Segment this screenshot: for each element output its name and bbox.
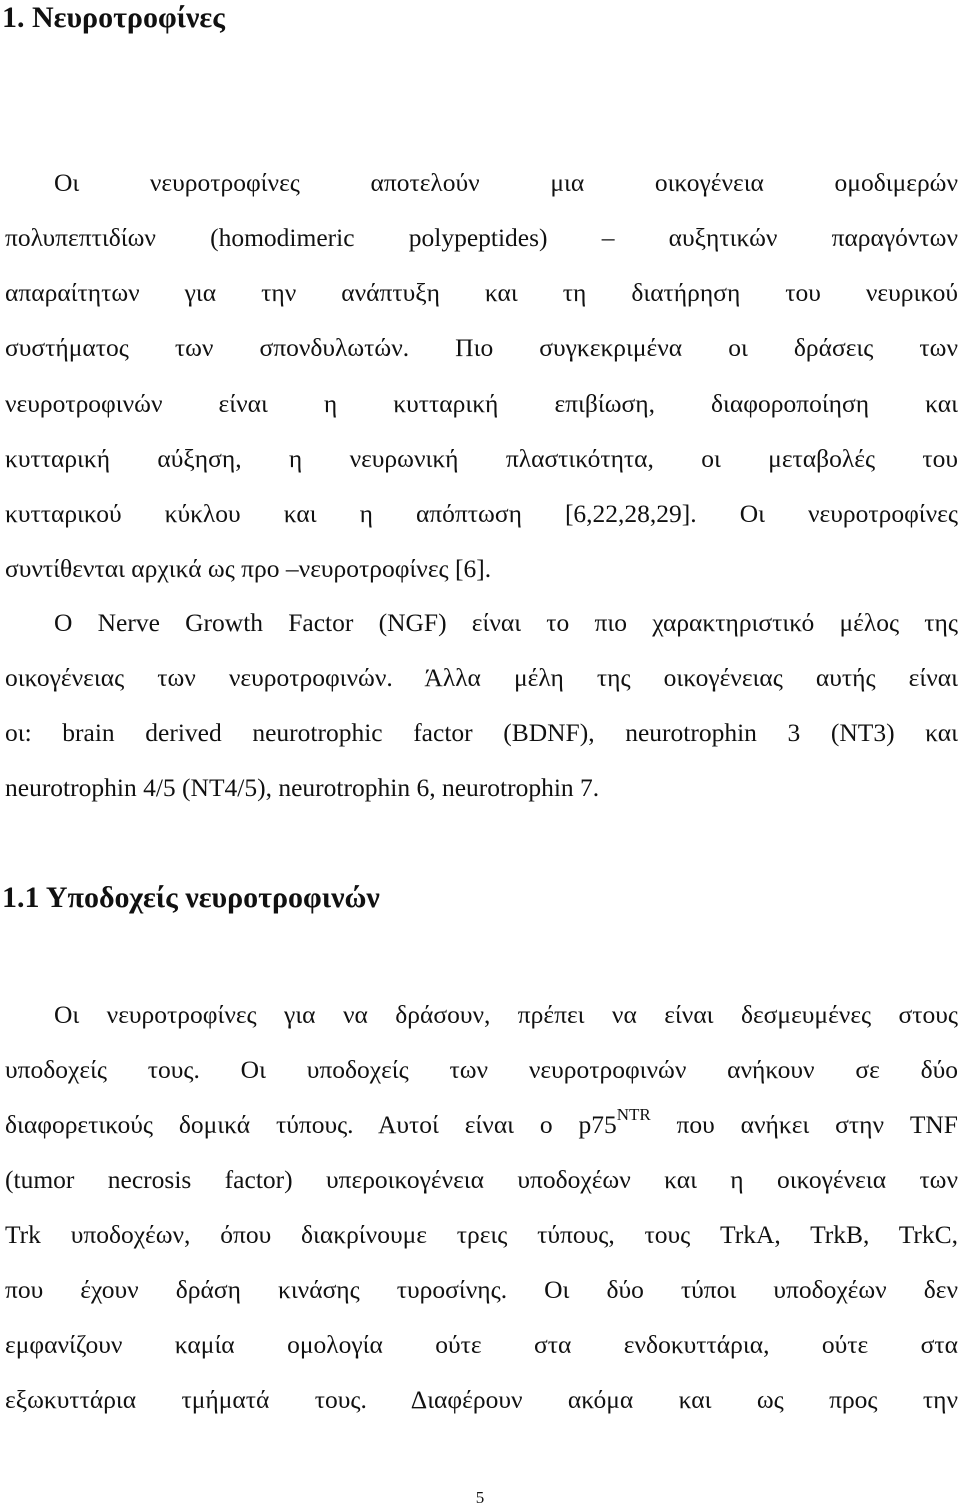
- chapter-heading: 1. Νευροτροφίνες: [2, 1, 225, 34]
- paragraph-line: εξωκυττάρια τμήματά τους. Διαφέρουν ακόμα και ως προς την: [5, 1385, 958, 1414]
- paragraph-line: Ο Nerve Growth Factor (NGF) είναι το πιο χαρακτηριστικό μέλος της: [54, 608, 958, 637]
- text-run: που ανήκει στην TNF: [650, 1110, 958, 1139]
- section-heading: 1.1 Υποδοχείς νευροτροφινών: [2, 881, 380, 914]
- paragraph-line: που έχουν δράση κινάσης τυροσίνης. Οι δύο τύποι υποδοχέων δεν: [5, 1275, 958, 1304]
- paragraph-line: νευροτροφινών είναι η κυτταρική επιβίωση, διαφοροποίηση και: [5, 389, 958, 418]
- paragraph-line: υποδοχείς τους. Οι υποδοχείς των νευροτροφινών ανήκουν σε δύο: [5, 1055, 958, 1084]
- paragraph-line: neurotrophin 4/5 (NT4/5), neurotrophin 6, neurotrophin 7.: [5, 773, 600, 802]
- paragraph-line: οικογένειας των νευροτροφινών. Άλλα μέλη της οικογένειας αυτής είναι: [5, 663, 958, 692]
- paragraph-line: Οι νευροτροφίνες αποτελούν μια οικογένεια ομοδιμερών: [54, 168, 958, 197]
- paragraph-line: συστήματος των σπονδυλωτών. Πιο συγκεκριμένα οι δράσεις των: [5, 333, 958, 362]
- paragraph-line: Οι νευροτροφίνες για να δράσουν, πρέπει να είναι δεσμευμένες στους: [54, 1000, 958, 1029]
- paragraph-line: κυτταρική αύξηση, η νευρωνική πλαστικότητα, οι μεταβολές του: [5, 444, 958, 473]
- paragraph-line: κυτταρικού κύκλου και η απόπτωση [6,22,28,29]. Οι νευροτροφίνες: [5, 499, 958, 528]
- page-number: 5: [475, 1488, 485, 1507]
- paragraph-line: (tumor necrosis factor) υπεροικογένεια υποδοχέων και η οικογένεια των: [5, 1165, 958, 1194]
- paragraph-line: εμφανίζουν καμία ομολογία ούτε στα ενδοκυττάρια, ούτε στα: [5, 1330, 958, 1359]
- superscript: NTR: [616, 1105, 651, 1124]
- paragraph-line: οι: brain derived neurotrophic factor (BDNF), neurotrophin 3 (NT3) και: [5, 718, 958, 747]
- paragraph-line: συντίθενται αρχικά ως προ –νευροτροφίνες [6].: [5, 554, 492, 583]
- paragraph-line: πολυπεπτιδίων (homodimeric polypeptides) – αυξητικών παραγόντων: [5, 223, 958, 252]
- paragraph-line: απαραίτητων για την ανάπτυξη και τη διατήρηση του νευρικού: [5, 278, 958, 307]
- text-run: διαφορετικούς δομικά τύπους. Αυτοί είναι ο p75: [5, 1110, 617, 1139]
- paragraph-line: Trk υποδοχέων, όπου διακρίνουμε τρεις τύπους, τους TrkA, TrkB, TrkC,: [5, 1220, 958, 1249]
- paragraph-line: [5, 1105, 958, 1142]
